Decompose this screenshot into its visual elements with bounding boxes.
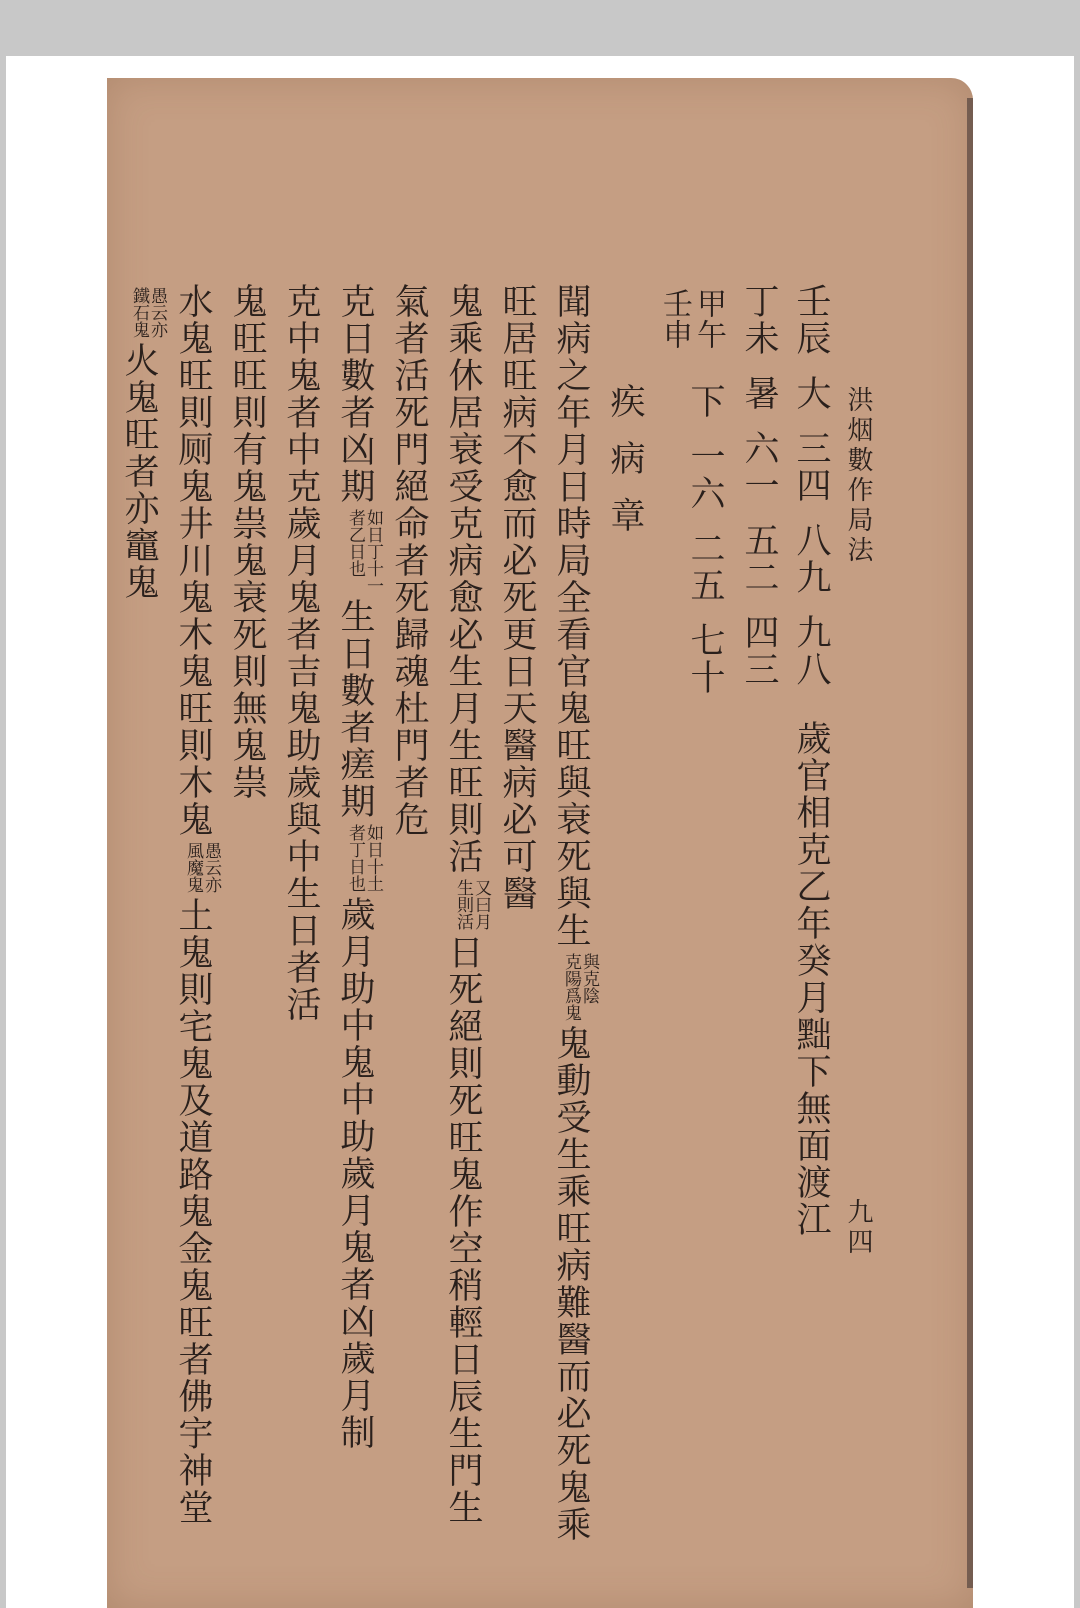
inline-note: 愚云亦 鐵石鬼 bbox=[129, 287, 167, 338]
page-number: 九四 bbox=[843, 1198, 873, 1258]
row-cell: 三四 bbox=[791, 430, 831, 504]
body-column-3: 鬼乘休居衰受克病愈必生月生旺則活 又曰月 生則活 日死絕則死旺鬼作空稍輕日辰生門生 bbox=[443, 283, 491, 1526]
row-cell: 二五 bbox=[685, 530, 725, 604]
table-row-3 bbox=[685, 383, 725, 696]
table-row-3-label-a: 甲午 bbox=[691, 288, 726, 350]
row-label: 壬辰 bbox=[791, 283, 831, 357]
row-cell: 暑 bbox=[739, 375, 779, 412]
row-label: 丁未 bbox=[739, 283, 779, 357]
inline-note: 與克陰 克陽爲鬼 bbox=[561, 953, 599, 1021]
body-column-5: 克日數者凶期 如日丁十一 者乙日也 生日數者瘥期 如日十土 者丁日也 歲月助中鬼中助歲月鬼者凶歲月制 bbox=[335, 283, 383, 1451]
book-page bbox=[107, 78, 973, 1608]
running-title: 洪烟數作局法 bbox=[843, 386, 873, 566]
table-row-2 bbox=[739, 283, 779, 688]
table-row-3-label-b: 壬申 bbox=[657, 288, 692, 350]
row-cell: 九八 bbox=[791, 614, 831, 688]
inline-note: 如日丁十一 者乙日也 bbox=[345, 509, 383, 594]
body-column-2: 旺居旺病不愈而必死更日天醫病必可醫 bbox=[497, 283, 537, 912]
section-heading: 疾病章 bbox=[605, 383, 645, 554]
row-cell: 下 bbox=[685, 383, 725, 420]
row-cell: 五二 bbox=[739, 522, 779, 596]
row-cell: 七十 bbox=[685, 622, 725, 696]
inline-note: 愚云亦 風魔鬼 bbox=[183, 842, 221, 893]
inline-note: 又曰月 生則活 bbox=[453, 879, 491, 930]
body-column-6: 克中鬼者中克歲月鬼者吉鬼助歲與中生日者活 bbox=[281, 283, 321, 1023]
table-row-1 bbox=[791, 283, 831, 1238]
row-cell: 六一 bbox=[739, 430, 779, 504]
row-cell: 八九 bbox=[791, 522, 831, 596]
row-cell: 大 bbox=[791, 375, 831, 412]
inline-note: 如日十土 者丁日也 bbox=[345, 824, 383, 892]
body-column-9: 愚云亦 鐵石鬼 火鬼旺者亦竈鬼 bbox=[119, 287, 167, 601]
body-column-8: 水鬼旺則厕鬼井川鬼木鬼旺則木鬼 愚云亦 風魔鬼 土鬼則宅鬼及道路鬼金鬼旺者佛宇神堂 bbox=[173, 283, 221, 1526]
row-remark: 歲官相克乙年癸月黜下無面渡江 bbox=[791, 720, 831, 1238]
body-column-1: 聞病之年月日時局全看官鬼旺與衰死與生 與克陰 克陽爲鬼 鬼動受生乘旺病難醫而必死鬼乘 bbox=[551, 283, 599, 1543]
body-column-7: 鬼旺旺則有鬼祟鬼衰死則無鬼祟 bbox=[227, 283, 267, 801]
row-cell: 一六 bbox=[685, 438, 725, 512]
body-column-4: 氣者活死門絕命者死歸魂杜門者危 bbox=[389, 283, 429, 838]
row-cell: 四三 bbox=[739, 614, 779, 688]
